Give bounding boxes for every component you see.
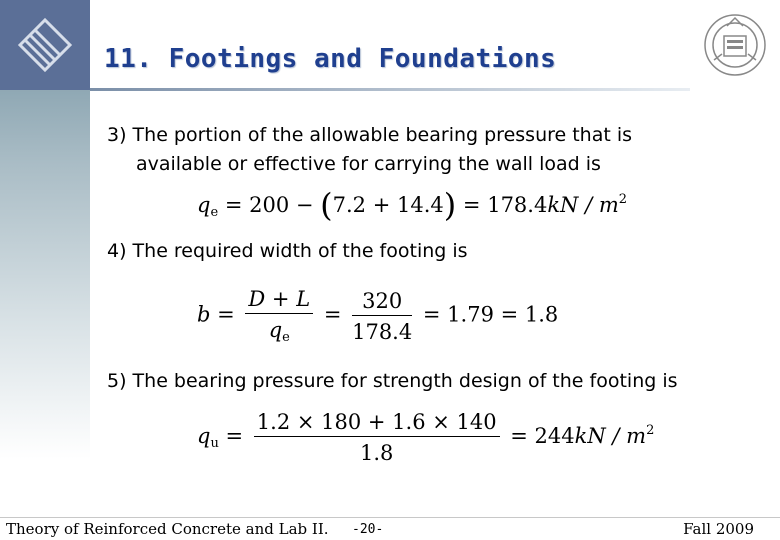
qe-c: 14.4 [397,193,444,217]
b-fraction-1 [245,287,313,345]
footer-course: Theory of Reinforced Concrete and Lab II. [6,520,329,538]
b-r2: 1.8 [524,302,559,327]
b-lhs: b [197,302,211,327]
qu-result: 244 [534,424,575,448]
equation-qu: $q_u$ = $\frac{1.2 \times 180 + 1.6 \times 140}{1.8}$ = $244kN / m^2$ [197,410,655,465]
item-3-line1: 3) The portion of the allowable bearing pressure that is [107,124,633,146]
b-r1: 1.79 [447,302,494,327]
item-3-text [107,121,632,179]
qe-lhs: q [197,193,211,217]
qu-num: 1.2 × 180 + 1.6 × 140 [254,410,500,437]
item-3-line2: available or effective for carrying the wall load is [136,153,601,175]
qu-fraction [254,410,500,465]
b-den1: q [268,318,283,342]
qe-result: 178.4 [487,193,548,217]
qu-lhs-sub: u [210,436,219,451]
qu-lhs: q [197,424,211,448]
b-num1: D + L [248,287,311,311]
logo [0,0,90,90]
university-seal-icon [700,10,770,80]
item-5-text: 5) The bearing pressure for strength design of the footing is [107,370,678,392]
footer-divider [0,517,780,518]
qe-lhs-sub: e [210,205,219,220]
b-den2: 178.4 [352,319,413,344]
qe-b: 7.2 [332,193,367,217]
b-den1-sub: e [282,330,290,345]
footer-page-number: -20- [352,522,384,537]
qu-unit: kN / m [574,424,647,448]
title-underline [90,88,690,91]
qu-unit-exp: 2 [646,423,655,438]
equation-b: b = $\frac{D + L}{q_e}$ = $\frac{320}{178.4}$ = 1.79 = 1.8 [197,287,559,345]
qu-den: 1.8 [359,441,394,465]
b-fraction-2 [352,289,412,344]
item-4-text: 4) The required width of the footing is [107,240,468,262]
footer-term: Fall 2009 [683,520,754,538]
logo-icon [0,0,90,90]
equation-qe: $q_e = 200 - (7.2 + 14.4) = 178.4kN / m^2$ [197,186,628,224]
b-num2: 320 [352,289,412,316]
slide-title: 11. Footings and Foundations [104,44,557,74]
qe-unit-exp: 2 [618,192,628,207]
qe-unit: kN / m [547,193,619,217]
qe-a: 200 [249,193,290,217]
